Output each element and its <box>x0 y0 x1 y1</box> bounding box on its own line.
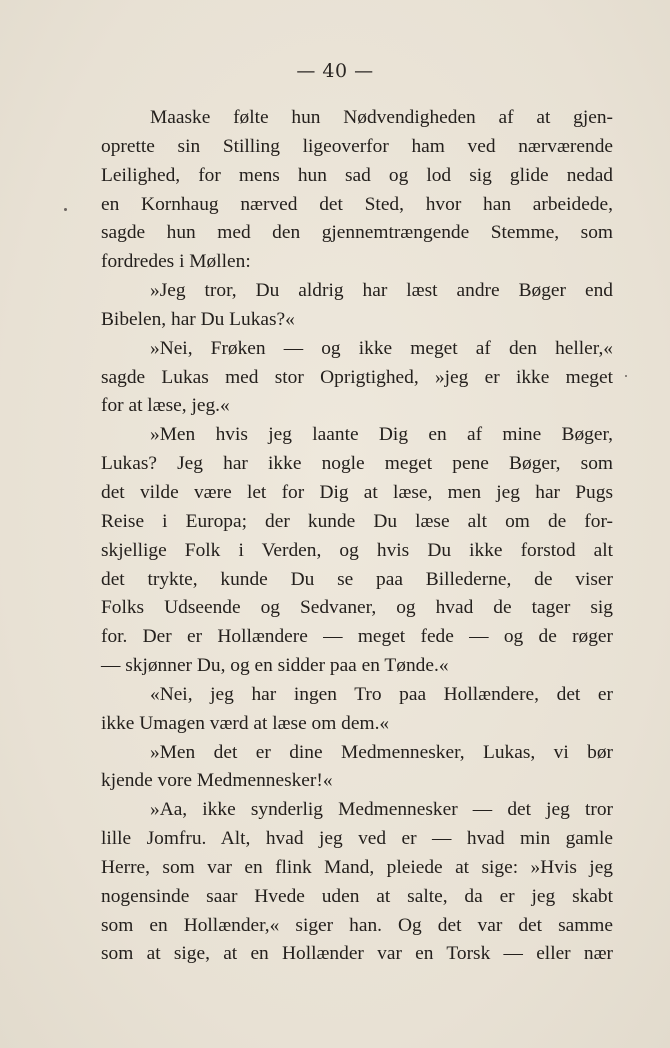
page-number: — 40 — <box>296 60 374 82</box>
text-line: »Men det er dine Medmennesker, Lukas, vi bør <box>150 741 613 763</box>
text-line: Reise i Europa; der kunde Du læse alt om de for- <box>101 510 613 532</box>
text-line: »Aa, ikke synderlig Medmennesker — det jeg tror <box>150 799 613 821</box>
text-line: for. Der er Hollændere — meget fede — og de røger <box>101 626 613 648</box>
ink-speck <box>625 375 627 377</box>
ink-speck <box>64 208 67 211</box>
text-line: fordredes i Møllen: <box>101 251 251 273</box>
text-line: Leilighed, for mens hun sad og lod sig glide nedad <box>101 164 613 186</box>
text-line: sagde hun med den gjennemtrængende Stemme, som <box>101 222 613 244</box>
text-line: nogensinde saar Hvede uden at salte, da er jeg skabt <box>101 885 613 907</box>
text-line: som at sige, at en Hollænder var en Torsk — eller nær <box>101 943 613 965</box>
text-line: sagde Lukas med stor Oprigtighed, »jeg er ikke meget <box>101 366 613 388</box>
text-line: «Nei, jeg har ingen Tro paa Hollændere, det er <box>150 683 613 705</box>
text-line: lille Jomfru. Alt, hvad jeg ved er — hvad min gamle <box>101 828 613 850</box>
text-line: Maaske følte hun Nødvendigheden af at gjen- <box>150 107 613 128</box>
text-line: — skjønner Du, og en sidder paa en Tønde.« <box>101 655 449 677</box>
text-line: Folks Udseende og Sedvaner, og hvad de tager sig <box>101 597 613 619</box>
text-line: »Nei, Frøken — og ikke meget af den heller,« <box>150 337 613 359</box>
text-line: Lukas? Jeg har ikke nogle meget pene Bøger, som <box>101 453 613 475</box>
text-line: »Jeg tror, Du aldrig har læst andre Bøger end <box>150 280 613 302</box>
text-line: ikke Umagen værd at læse om dem.« <box>101 712 390 734</box>
text-line: en Kornhaug nærved det Sted, hvor han arbeidede, <box>101 193 613 215</box>
text-line: det trykte, kunde Du se paa Billederne, de viser <box>101 568 613 590</box>
body-text <box>101 104 613 969</box>
text-line: oprette sin Stilling ligeoverfor ham ved nærværende <box>101 135 613 157</box>
text-line: kjende vore Medmennesker!« <box>101 770 333 792</box>
text-line: skjellige Folk i Verden, og hvis Du ikke forstod alt <box>101 539 613 561</box>
text-line: »Men hvis jeg laante Dig en af mine Bøger, <box>150 424 613 446</box>
text-line: Bibelen, har Du Lukas?« <box>101 308 295 330</box>
text-line: for at læse, jeg.« <box>101 395 230 417</box>
text-line: Herre, som var en flink Mand, pleiede at sige: »Hvis jeg <box>101 856 613 878</box>
text-line: som en Hollænder,« siger han. Og det var det samme <box>101 914 613 936</box>
text-line: det vilde være let for Dig at læse, men jeg har Pugs <box>101 481 613 503</box>
